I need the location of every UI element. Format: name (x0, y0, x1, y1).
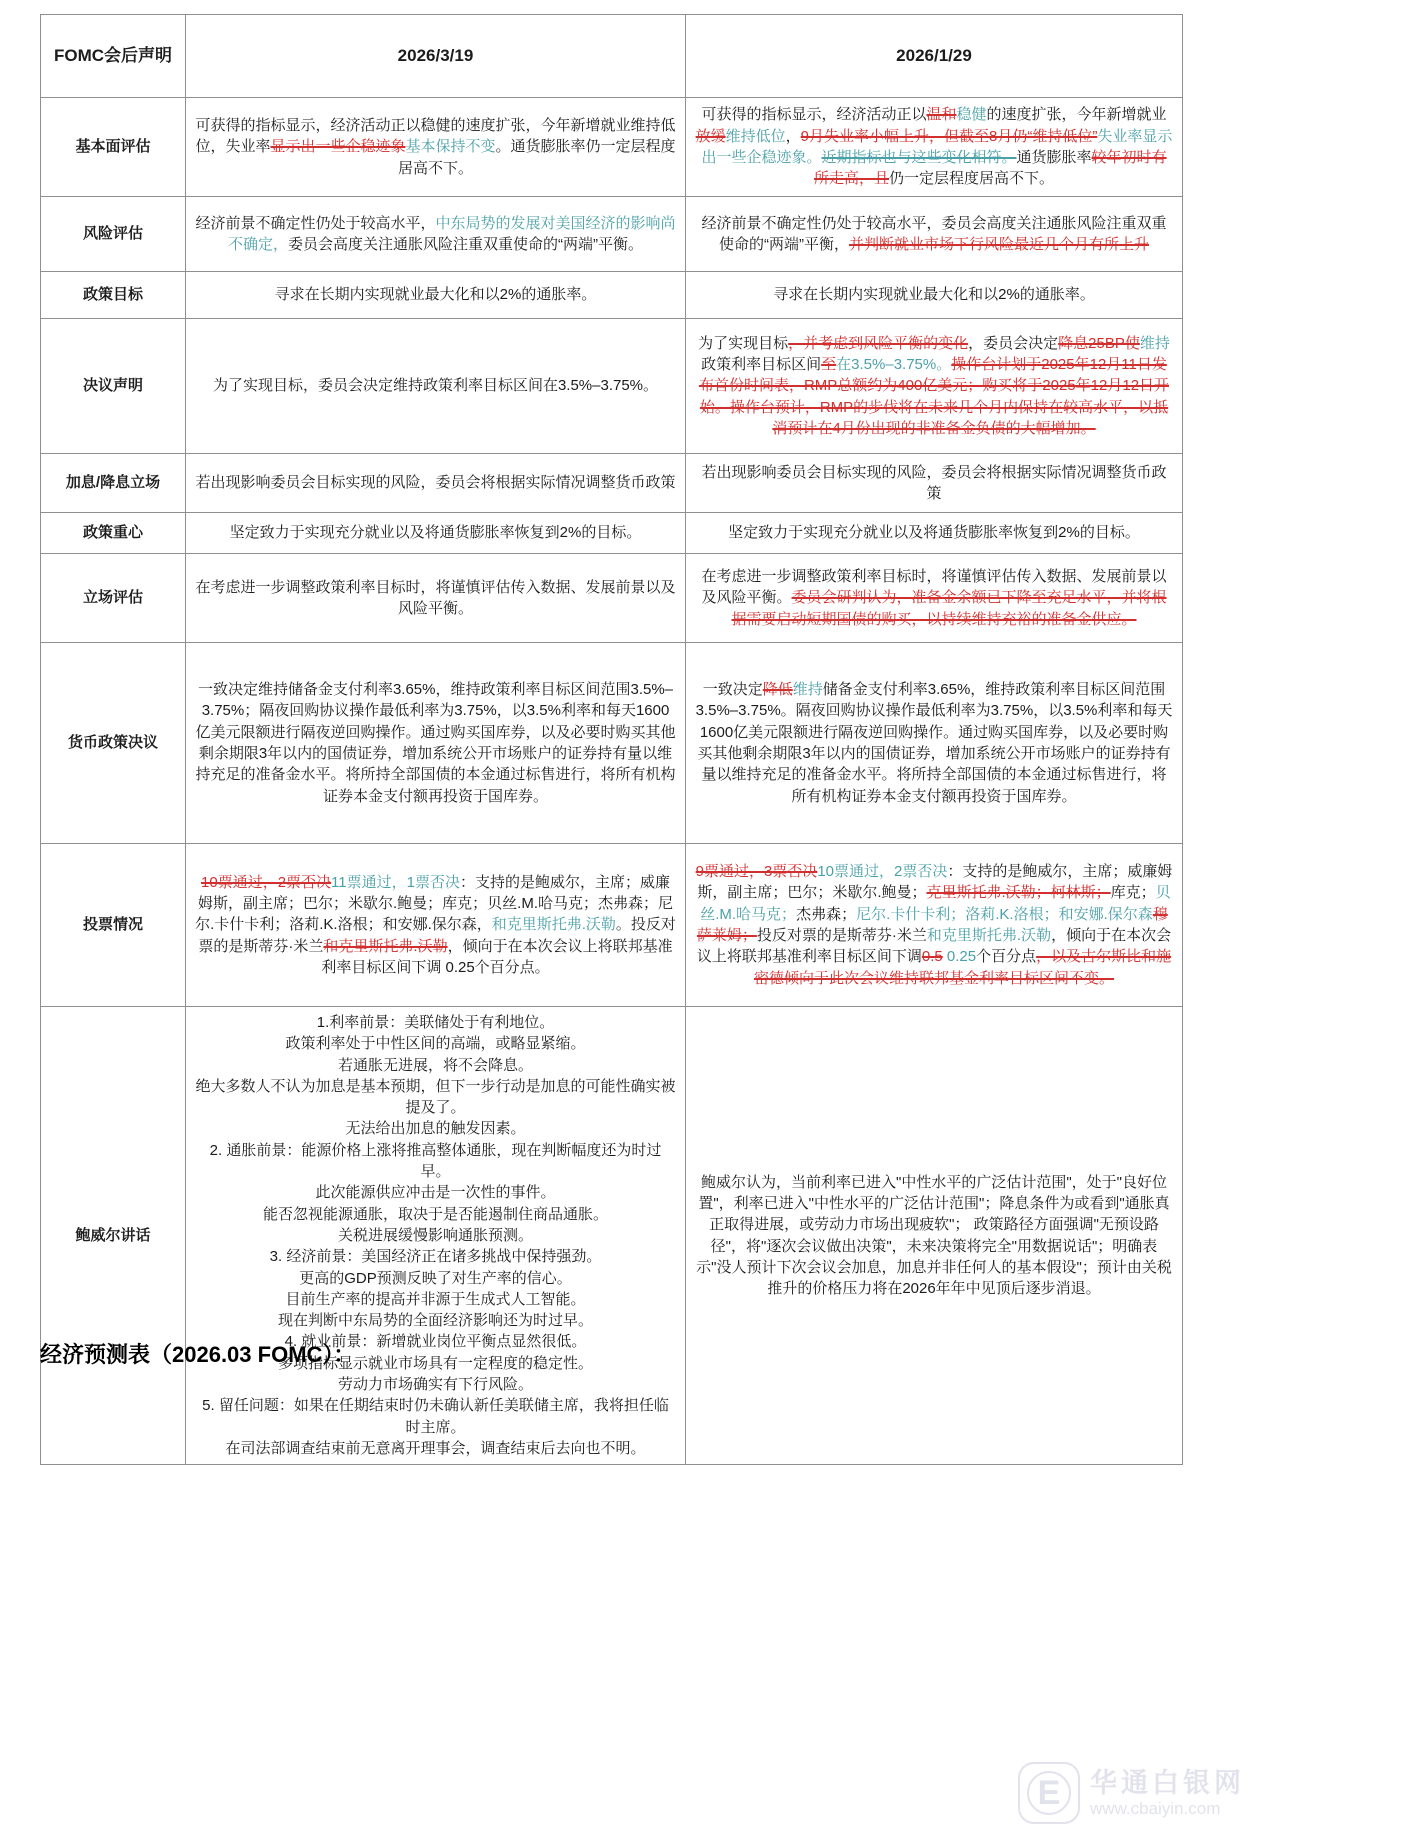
row-label: 投票情况 (41, 844, 186, 1007)
diff-text: 11票通过，1票否决 (331, 873, 460, 891)
text: 的速度扩张，今年新增就业 (986, 106, 1167, 124)
table-row (41, 319, 1183, 454)
cell-2026-3-19 (186, 98, 686, 197)
text: 经济前景不确定性仍处于较高水平， (195, 214, 436, 232)
cell-line: 多项指标显示就业市场具有一定程度的稳定性。 (277, 1354, 593, 1372)
strikethrough-text: 和克里斯托弗.沃勒 (323, 937, 448, 955)
diff-text: 和克里斯托弗.沃勒 (926, 927, 1052, 944)
cell-line: 若通胀无进展，将不会降息。 (337, 1056, 533, 1074)
text: 坚定致力于实现充分就业以及将通货膨胀率恢复到2%的目标。 (229, 524, 642, 542)
table-row (41, 98, 1183, 197)
diff-text: 10票通过，2票否决 (817, 863, 948, 881)
strikethrough-text: 至 (821, 356, 837, 374)
cell-line: 政策利率处于中性区间的高端，或略显紧缩。 (285, 1035, 586, 1053)
strikethrough-text: 10票通过，2票否决 (201, 873, 332, 891)
text: 寻求在长期内实现就业最大化和以2%的通胀率。 (274, 286, 597, 304)
table-row (41, 643, 1183, 844)
row-label: 基本面评估 (41, 98, 186, 197)
table-row (41, 197, 1183, 272)
cell-line: 无法给出加息的触发因素。 (345, 1120, 526, 1138)
row-label: 政策重心 (41, 513, 186, 554)
cell-line: 劳动力市场确实有下行风险。 (337, 1376, 533, 1394)
diff-text: 尼尔.卡什卡利；洛莉.K.洛根；和安娜.保尔森 (856, 905, 1153, 923)
cell-2026-1-29 (686, 513, 1183, 554)
watermark-site-url: www.cbaiyin.com (1090, 1798, 1221, 1818)
watermark-site-name: 华通白银网 (1090, 1767, 1245, 1798)
text: 在考虑进一步调整政策利率目标时，将谨慎评估传入数据、发展前景以及风险平衡。 (701, 568, 1167, 607)
fomc-table-body (41, 98, 1183, 1465)
row-label: 风险评估 (41, 197, 186, 272)
table-row (41, 844, 1183, 1007)
diff-text: 和克里斯托弗.沃勒 (491, 916, 616, 934)
cell-2026-3-19 (186, 513, 686, 554)
row-label: 加息/降息立场 (41, 454, 186, 513)
strikethrough-text: 并判断就业市场下行风险最近几个月有所上升 (848, 236, 1149, 253)
cell-2026-1-29 (686, 319, 1183, 454)
table-header-date-left: 2026/3/19 (186, 15, 686, 98)
text: 。通货膨胀率仍一定层程度居高不下。 (397, 138, 676, 177)
cell-2026-3-19 (186, 319, 686, 454)
cell-2026-1-29 (686, 1007, 1183, 1465)
text: 杰弗森； (796, 905, 857, 923)
cell-2026-3-19 (186, 272, 686, 319)
diff-text: 中东局势的发展对美国经济的影响尚不确定， (227, 214, 676, 253)
fomc-comparison-table (40, 14, 1183, 1465)
table-row (41, 554, 1183, 643)
diff-text: 0.25 (942, 948, 977, 966)
strikethrough-text: 降低 (762, 681, 793, 699)
text: 委员会高度关注通胀风险注重双重使命的“两端”平衡。 (288, 236, 643, 253)
text: 个百分点 (976, 948, 1037, 966)
text: 寻求在长期内实现就业最大化和以2%的通胀率。 (773, 286, 1095, 304)
strikethrough-text: ，以及古尔斯比和施密德倾向于此次会议维持联邦基金利率目标区间不变。 (753, 948, 1172, 987)
text: 坚定致力于实现充分就业以及将通货膨胀率恢复到2%的目标。 (728, 524, 1140, 542)
text: 政策利率目标区间 (701, 356, 822, 374)
strikethrough-text: 降息25BP使 (1058, 334, 1140, 352)
text: ， (785, 127, 801, 145)
text: 可获得的指标显示，经济活动正以 (701, 106, 927, 124)
diff-text: 维持 (792, 681, 823, 699)
strikethrough-text: 穆萨莱姆； (696, 905, 1168, 944)
diff-text: 维持低位 (725, 127, 786, 145)
cell-2026-3-19 (186, 844, 686, 1007)
cell-2026-3-19 (186, 643, 686, 844)
row-label: 鲍威尔讲话 (41, 1007, 186, 1465)
diff-text: 维持 (1139, 334, 1170, 352)
cell-2026-1-29 (686, 197, 1183, 272)
strikethrough-text: ，并考虑到风险平衡的变化 (788, 334, 969, 352)
text: 经济前景不确定性仍处于较高水平，委员会高度关注通胀风险注重双重使命的“两端”平衡， (701, 214, 1167, 253)
cell-2026-1-29 (686, 643, 1183, 844)
strikethrough-text: 委员会研判认为，准备金余额已下降至充足水平，并将根据需要启动短期国债的购买，以持续维持充裕的准备金供应。 (731, 589, 1167, 628)
text: ：支持的是鲍威尔，主席；威廉姆斯，副主席；巴尔；米歇尔.鲍曼； (697, 863, 1173, 902)
cell-2026-3-19 (186, 197, 686, 272)
cell-line: 能否忽视能源通胀，取决于是否能遏制住商品通胀。 (262, 1205, 608, 1223)
strikethrough-text: 9月失业率小幅上升，但截至8月仍“维持低位” (800, 127, 1098, 145)
text: 鲍威尔认为，当前利率已进入"中性水平的广泛估计范围"，处于"良好位置"，利率已进入"中性水平的广泛估计范围"；降息条件为或看到"通胀真正取得进展，或劳动力市场出现疲软"； 政策路径方面强调"无预设路径"，将"逐次会议做出决策"，未来决策将完全"用数据说话"；明确表示"没人预计下次会议会加息，加息并非任何人的基本假设"；预计由关税推升的价格压力将在2026年年中见顶后逐步消退。 (696, 1173, 1172, 1298)
diff-text: 基本保持不变 (405, 138, 496, 156)
cell-2026-1-29 (686, 98, 1183, 197)
table-row (41, 454, 1183, 513)
cell-2026-1-29 (686, 454, 1183, 513)
cell-2026-1-29 (686, 844, 1183, 1007)
watermark (1018, 1762, 1245, 1824)
row-label: 决议声明 (41, 319, 186, 454)
row-label: 立场评估 (41, 554, 186, 643)
diff-text: 贝丝.M.哈马克； (700, 884, 1171, 923)
cell-line: 此次能源供应冲击是一次性的事件。 (315, 1184, 556, 1202)
strikethrough-text: 较年初时有所走高，且 (813, 149, 1167, 188)
diff-text: 失业率显示出一些企稳迹象。 (701, 127, 1173, 166)
table-header-row (41, 15, 1183, 98)
cell-line: 更高的GDP预测反映了对生产率的信心。 (299, 1269, 572, 1287)
strikethrough-text: 0.5 (921, 948, 943, 966)
strikethrough-text: 温和 (926, 106, 957, 124)
text: 为了实现目标，委员会决定维持政策利率目标区间在3.5%–3.75%。 (212, 377, 659, 395)
watermark-logo-icon: E (1018, 1762, 1080, 1824)
text: 库克； (1110, 884, 1156, 902)
cell-line: 目前生产率的提高并非源于生成式人工智能。 (285, 1290, 586, 1308)
strikethrough-text: 克里斯托弗.沃勒；柯林斯； (926, 884, 1111, 902)
table-row (41, 272, 1183, 319)
diff-text: 在3.5%–3.75%。 (836, 356, 952, 374)
table-row (41, 513, 1183, 554)
text: 通货膨胀率 (1016, 149, 1092, 166)
strikethrough-text: 放缓 (695, 127, 726, 145)
text: 在考虑进一步调整政策利率目标时，将谨慎评估传入数据、发展前景以及风险平衡。 (195, 578, 676, 617)
text: 一致决定 (702, 681, 763, 699)
cell-2026-1-29 (686, 554, 1183, 643)
text: 为了实现目标 (698, 334, 789, 352)
table-header-label: FOMC会后声明 (41, 15, 186, 98)
text: 若出现影响委员会目标实现的风险，委员会将根据实际情况调整货币政策 (701, 463, 1167, 502)
cell-2026-1-29 (686, 272, 1183, 319)
text: ，倾向于在本次会议上将联邦基准利率目标区间下调 (696, 927, 1172, 966)
cell-2026-3-19 (186, 1007, 686, 1465)
table-header-date-right: 2026/1/29 (686, 15, 1183, 98)
cell-line: 绝大多数人不认为加息是基本预期，但下一步行动是加息的可能性确实被提及了。 (195, 1077, 676, 1117)
text: 若出现影响委员会目标实现的风险，委员会将根据实际情况调整货币政策 (195, 474, 676, 492)
diff-text: 稳健 (956, 106, 987, 124)
cell-line: 4. 就业前景：新增就业岗位平衡点显然很低。 (284, 1333, 587, 1351)
strikethrough-text: 9票通过，3票否决 (695, 863, 818, 881)
section-title: 经济预测表（2026.03 FOMC）： (40, 1342, 356, 1367)
cell-line: 关税进展缓慢影响通胀预测。 (337, 1226, 533, 1244)
strikethrough-text: 近期指标也与这些变化相符。 (821, 149, 1017, 166)
table-row (41, 1007, 1183, 1465)
cell-line: 1.利率前景：美联储处于有利地位。 (316, 1014, 555, 1031)
row-label: 政策目标 (41, 272, 186, 319)
cell-line: 3. 经济前景：美国经济正在诸多挑战中保持强劲。 (269, 1248, 602, 1266)
text: 仍一定层程度居高不下。 (889, 170, 1055, 188)
text: 。投反对票的是斯蒂芬·米兰 (198, 916, 676, 955)
row-label: 货币政策决议 (41, 643, 186, 844)
text: ，委员会决定 (968, 334, 1059, 352)
strikethrough-text: 操作台计划于2025年12月11日发布首份时间表，RMP总额约为400亿美元；购买将于2025年12月12日开始。操作台预计，RMP的步伐将在未来几个月内保持在较高水平，以抵消预计在4月份出现的非准备金负债的大幅增加。 (698, 356, 1170, 437)
cell-2026-3-19 (186, 454, 686, 513)
text: 一致决定维持储备金支付利率3.65%，维持政策利率目标区间范围3.5%–3.75%；隔夜回购协议操作最低利率为3.75%，以3.5%利率和每天1600亿美元限额进行隔夜逆回购操作。通过购买国库券，以及必要时购买其他剩余期限3年以内的国债证券，增加系统公开市场账户的证券持有量以维持充足的准备金水平。将所持全部国债的本金通过标售进行，将所有机构证券本金支付额再投资于国库券。 (195, 681, 676, 805)
text: 储备金支付利率3.65%，维持政策利率目标区间范围3.5%–3.75%。隔夜回购协议操作最低利率为3.75%，以3.5%利率和每天1600亿美元限额进行隔夜逆回购操作。通过购买国库券，以及必要时购买其他剩余期限3年以内的国债证券，增加系统公开市场账户的证券持有量以维持充足的准备金水平。将所持全部国债的本金通过标售进行，将所有机构证券本金支付额再投资于国库券。 (695, 681, 1173, 805)
cell-line: 在司法部调查结束前无意离开理事会，调查结束后去向也不明。 (225, 1439, 646, 1457)
text: 可获得的指标显示，经济活动正以稳健的速度扩张，今年新增就业维持低位，失业率 (195, 117, 676, 156)
cell-line: 2. 通胀前景：能源价格上涨将推高整体通胀，现在判断幅度还为时过早。 (209, 1141, 662, 1181)
cell-2026-3-19 (186, 554, 686, 643)
strikethrough-text: 显示出一些企稳迹象 (270, 138, 406, 156)
text: ：支持的是鲍威尔，主席；威廉姆斯，副主席；巴尔；米歇尔.鲍曼；库克；贝丝.M.哈马克；杰弗森；尼尔.卡什卡利；洛莉.K.洛根；和安娜.保尔森， (195, 873, 673, 934)
cell-line: 5. 留任问题：如果在任期结束时仍未确认新任美联储主席，我将担任临时主席。 (202, 1397, 669, 1436)
text: 投反对票的是斯蒂芬·米兰 (756, 927, 927, 944)
cell-line: 现在判断中东局势的全面经济影响还为时过早。 (277, 1312, 593, 1330)
text: ，倾向于在本次会议上将联邦基准利率目标区间下调 0.25个百分点。 (321, 937, 673, 976)
